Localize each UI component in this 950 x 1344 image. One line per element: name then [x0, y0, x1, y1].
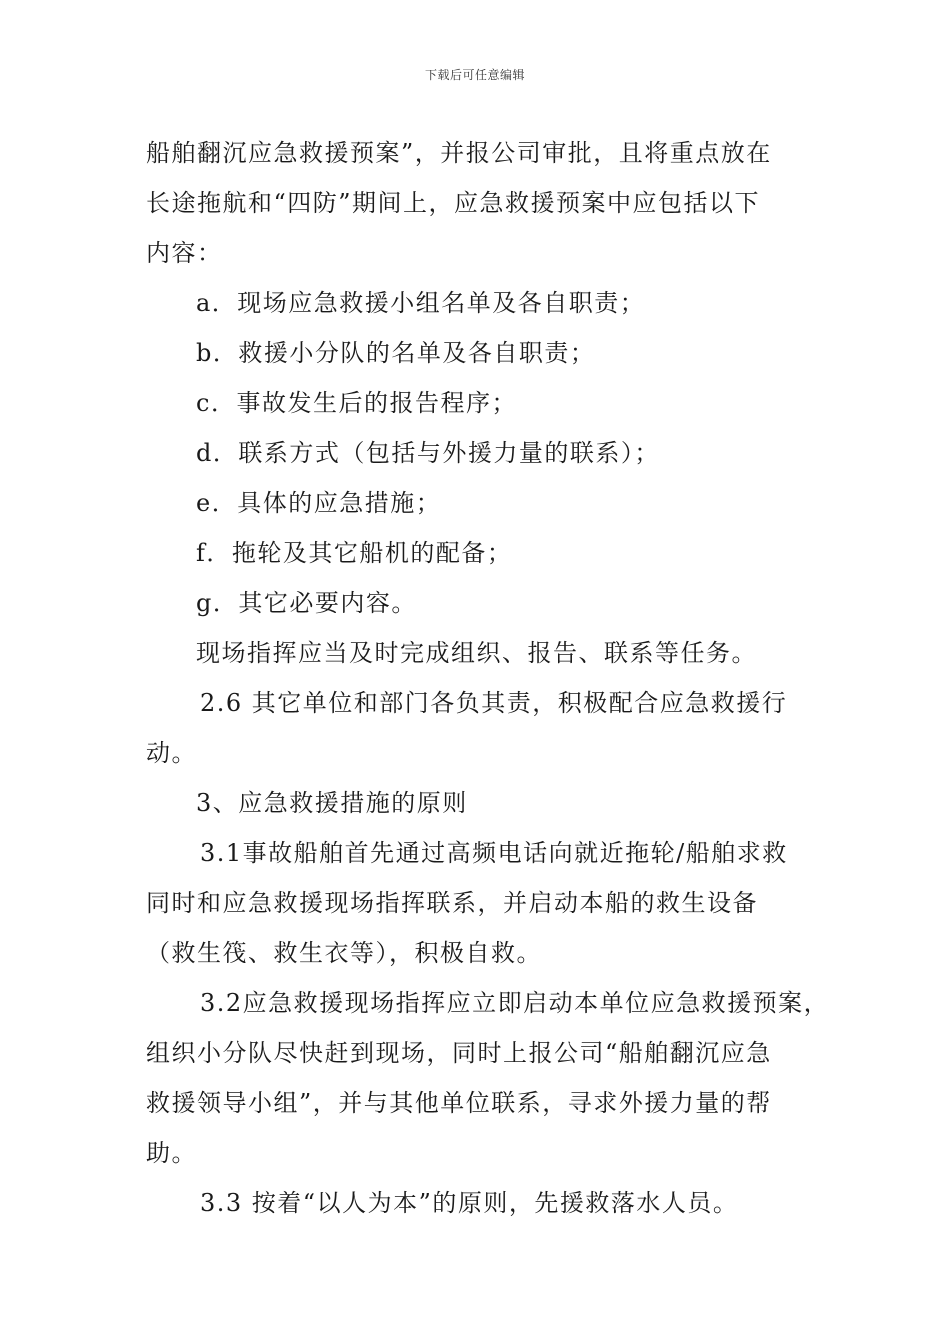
document-body: [146, 128, 830, 1228]
page-header: 下载后可任意编辑: [424, 68, 525, 82]
text-line: 动。: [146, 739, 197, 767]
text-line: 船舶翻沉应急救援预案”，并报公司审批，且将重点放在: [146, 139, 772, 167]
text-line: 同时和应急救援现场指挥联系，并启动本船的救生设备: [146, 889, 758, 917]
text-line: 长途拖航和“四防”期间上，应急救援预案中应包括以下: [146, 189, 761, 217]
list-item: a．现场应急救援小组名单及各自职责；: [196, 289, 646, 317]
section-heading: 2.6 其它单位和部门各负其责，积极配合应急救援行: [200, 689, 788, 717]
text-line: 3.3 按着“以人为本”的原则，先援救落水人员。: [200, 1189, 739, 1217]
list-item: d．联系方式（包括与外援力量的联系）；: [196, 439, 660, 467]
list-item: e．具体的应急措施；: [196, 489, 442, 517]
text-line: 助。: [146, 1139, 197, 1167]
list-item: g．其它必要内容。: [196, 589, 417, 617]
text-line: 现场指挥应当及时完成组织、报告、联系等任务。: [196, 639, 757, 667]
text-line: 救援领导小组”，并与其他单位联系，寻求外援力量的帮: [146, 1089, 772, 1117]
text-line: 3.2应急救援现场指挥应立即启动本单位应急救援预案，: [200, 989, 830, 1017]
list-item: f．拖轮及其它船机的配备；: [196, 539, 513, 567]
list-item: c．事故发生后的报告程序；: [196, 389, 517, 417]
text-line: （救生筏、救生衣等），积极自救。: [146, 939, 542, 967]
text-line: 组织小分队尽快赶到现场，同时上报公司“船舶翻沉应急: [146, 1039, 772, 1067]
list-item: b．救援小分队的名单及各自职责；: [196, 339, 596, 367]
section-heading: 3、应急救援措施的原则: [196, 789, 468, 817]
text-line: 3.1事故船舶首先通过高频电话向就近拖轮/船舶求救: [200, 839, 788, 867]
text-line: 内容：: [146, 239, 223, 267]
